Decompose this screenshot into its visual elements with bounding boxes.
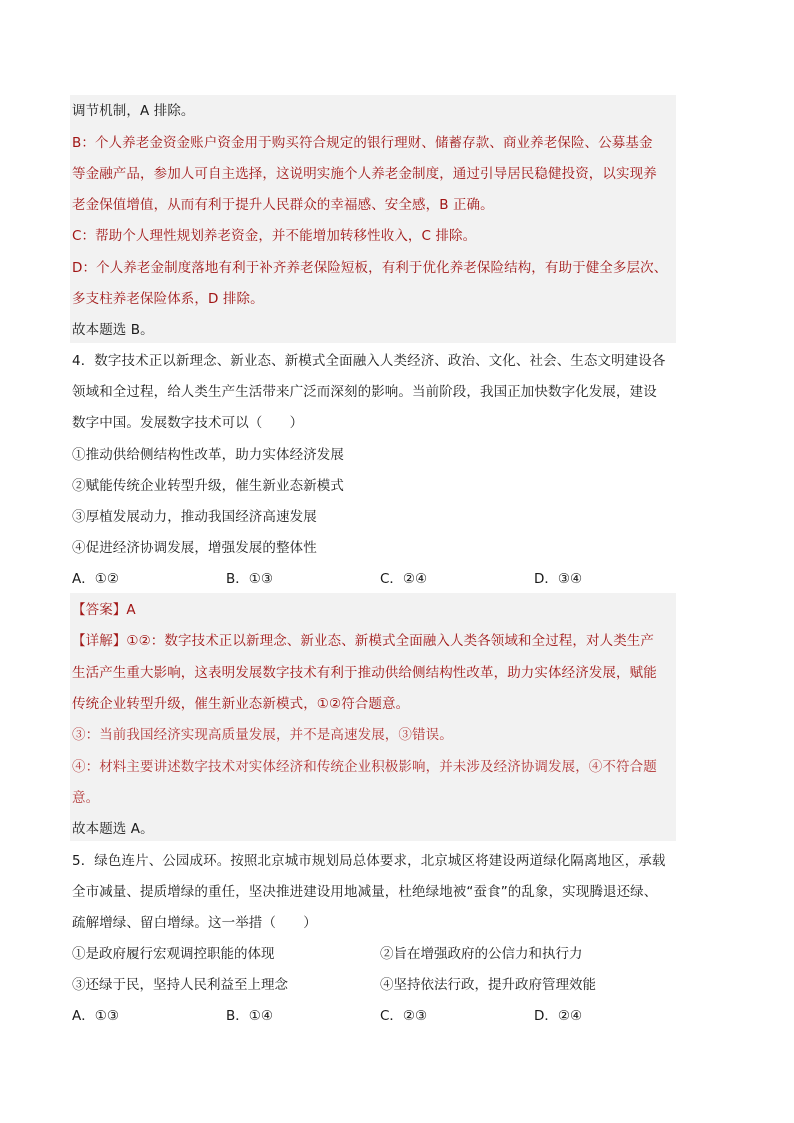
q5-choice-d: D．②④ bbox=[534, 1008, 583, 1024]
q4-stem-line1: 4．数字技术正以新理念、新业态、新模式全面融入人类经济、政治、文化、社会、生态文明建设各 bbox=[72, 353, 666, 369]
q3-conclusion: 故本题选 B。 bbox=[72, 322, 154, 338]
q3-option-b-line1: B：个人养老金资金账户资金用于购买符合规定的银行理财、储蓄存款、商业养老保险、公募基金 bbox=[72, 135, 653, 151]
q5-choice-c: C．②③ bbox=[380, 1008, 428, 1024]
q5-choice-b: B．①④ bbox=[226, 1008, 273, 1024]
q4-detail-line4: ③：当前我国经济实现高质量发展，并不是高速发展，③错误。 bbox=[72, 727, 453, 743]
q4-choice-d: D．③④ bbox=[534, 571, 583, 587]
q3-option-c: C：帮助个人理性规划养老资金，并不能增加转移性收入，C 排除。 bbox=[72, 228, 477, 244]
q4-choice-c: C．②④ bbox=[380, 571, 428, 587]
q4-choice-b: B．①③ bbox=[226, 571, 273, 587]
q5-item-2: ②旨在增强政府的公信力和执行力 bbox=[380, 946, 583, 962]
q4-stem-line3: 数字中国。发展数字技术可以（ ） bbox=[72, 415, 304, 431]
q4-answer: 【答案】A bbox=[72, 602, 136, 618]
q3-tail-line: 调节机制，A 排除。 bbox=[72, 103, 195, 119]
q3-option-d-line2: 多支柱养老保险体系，D 排除。 bbox=[72, 291, 264, 307]
q4-item-1: ①推动供给侧结构性改革，助力实体经济发展 bbox=[72, 447, 344, 463]
q3-option-d-line1: D：个人养老金制度落地有利于补齐养老保险短板，有利于优化养老保险结构，有助于健全多层次、 bbox=[72, 260, 668, 276]
q4-item-4: ④促进经济协调发展，增强发展的整体性 bbox=[72, 540, 317, 556]
q4-detail-line1: 【详解】①②：数字技术正以新理念、新业态、新模式全面融入人类各领域和全过程，对人类生产 bbox=[72, 633, 655, 649]
q5-stem-line3: 疏解增绿、留白增绿。这一举措（ ） bbox=[72, 915, 317, 931]
q5-stem-line1: 5．绿色连片、公园成环。按照北京城市规划局总体要求，北京城区将建设两道绿化隔离地区，承载 bbox=[72, 853, 666, 869]
q5-item-3: ③还绿于民，坚持人民利益至上理念 bbox=[72, 977, 288, 993]
q4-detail-line6: 意。 bbox=[72, 790, 100, 806]
q4-conclusion: 故本题选 A。 bbox=[72, 821, 154, 837]
q5-choice-a: A．①③ bbox=[72, 1008, 119, 1024]
q4-detail-line5: ④：材料主要讲述数字技术对实体经济和传统企业积极影响，并未涉及经济协调发展，④不符合题 bbox=[72, 759, 657, 775]
q4-item-2: ②赋能传统企业转型升级，催生新业态新模式 bbox=[72, 478, 344, 494]
q4-detail-line2: 生活产生重大影响，这表明发展数字技术有利于推动供给侧结构性改革，助力实体经济发展，赋能 bbox=[72, 665, 657, 681]
q4-item-3: ③厚植发展动力，推动我国经济高速发展 bbox=[72, 509, 317, 525]
q5-item-1: ①是政府履行宏观调控职能的体现 bbox=[72, 946, 275, 962]
q5-stem-line2: 全市减量、提质增绿的重任，坚决推进建设用地减量，杜绝绿地被“蚕食”的乱象，实现腾退还绿、 bbox=[72, 884, 658, 900]
q4-choice-a: A．①② bbox=[72, 571, 119, 587]
q4-detail-line3: 传统企业转型升级，催生新业态新模式，①②符合题意。 bbox=[72, 696, 410, 712]
q3-option-b-line3: 老金保值增值，从而有利于提升人民群众的幸福感、安全感，B 正确。 bbox=[72, 197, 494, 213]
q3-option-b-line2: 等金融产品，参加人可自主选择，这说明实施个人养老金制度，通过引导居民稳健投资，以实现养 bbox=[72, 166, 657, 182]
q4-stem-line2: 领域和全过程，给人类生产生活带来广泛而深刻的影响。当前阶段，我国正加快数字化发展，建设 bbox=[72, 384, 657, 400]
q5-item-4: ④坚持依法行政，提升政府管理效能 bbox=[380, 977, 596, 993]
